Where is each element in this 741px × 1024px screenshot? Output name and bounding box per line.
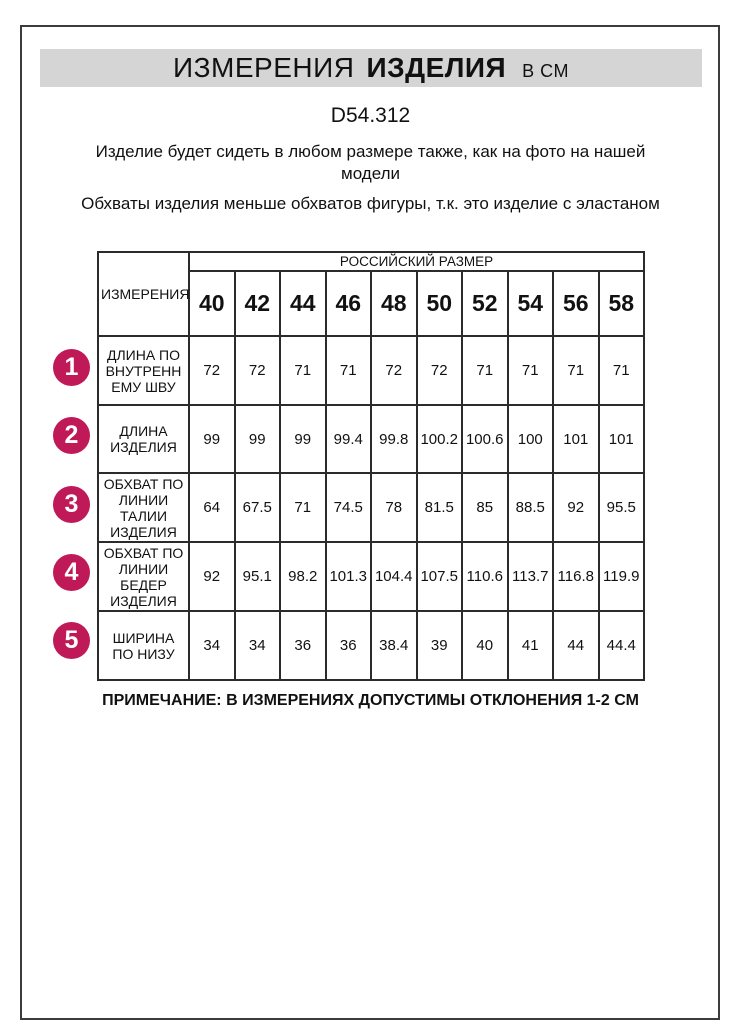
size-header-52: 52	[462, 271, 508, 336]
cell-value: 99	[235, 405, 281, 473]
row-number-badge-4: 4	[53, 554, 90, 591]
cell-value: 98.2	[280, 542, 326, 611]
cell-value: 71	[326, 336, 372, 405]
intro-paragraph-fit: Изделие будет сидеть в любом размере также, как на фото на нашей модели	[95, 142, 646, 183]
cell-value: 71	[508, 336, 554, 405]
cell-value: 64	[189, 473, 235, 542]
size-header-54: 54	[508, 271, 554, 336]
cell-value: 44	[553, 611, 599, 680]
size-header-40: 40	[189, 271, 235, 336]
row-label: ДЛИНА ИЗДЕЛИЯ	[98, 405, 189, 473]
row-number-badge-3: 3	[53, 486, 90, 523]
size-header-48: 48	[371, 271, 417, 336]
cell-value: 81.5	[417, 473, 463, 542]
cell-value: 99	[280, 405, 326, 473]
row-number-badge-1: 1	[53, 349, 90, 386]
cell-value: 34	[189, 611, 235, 680]
cell-value: 34	[235, 611, 281, 680]
table-row-hip-girth	[98, 542, 644, 611]
deviation-note: ПРИМЕЧАНИЕ: В ИЗМЕРЕНИЯХ ДОПУСТИМЫ ОТКЛОНЕНИЯ 1-2 СМ	[102, 692, 639, 709]
cell-value: 78	[371, 473, 417, 542]
cell-value: 104.4	[371, 542, 417, 611]
cell-value: 95.1	[235, 542, 281, 611]
row-number-badge-2: 2	[53, 417, 90, 454]
row-label: ШИРИНА ПО НИЗУ	[98, 611, 189, 680]
cell-value: 113.7	[508, 542, 554, 611]
cell-value: 40	[462, 611, 508, 680]
cell-value: 100.6	[462, 405, 508, 473]
size-header-50: 50	[417, 271, 463, 336]
cell-value: 95.5	[599, 473, 645, 542]
size-header-58: 58	[599, 271, 645, 336]
cell-value: 71	[553, 336, 599, 405]
cell-value: 36	[280, 611, 326, 680]
cell-value: 74.5	[326, 473, 372, 542]
table-row-item-length	[98, 405, 644, 473]
size-header-44: 44	[280, 271, 326, 336]
cell-value: 85	[462, 473, 508, 542]
cell-value: 107.5	[417, 542, 463, 611]
cell-value: 72	[417, 336, 463, 405]
size-header-46: 46	[326, 271, 372, 336]
cell-value: 71	[280, 473, 326, 542]
row-number-badge-5: 5	[53, 622, 90, 659]
cell-value: 38.4	[371, 611, 417, 680]
table-row-inseam-length	[98, 336, 644, 405]
row-label: ДЛИНА ПО ВНУТРЕННЕМУ ШВУ	[98, 336, 189, 405]
cell-value: 72	[235, 336, 281, 405]
cell-value: 41	[508, 611, 554, 680]
cell-value: 101	[599, 405, 645, 473]
cell-value: 101.3	[326, 542, 372, 611]
page-title: ИЗМЕРЕНИЯ	[173, 52, 355, 83]
cell-value: 119.9	[599, 542, 645, 611]
cell-value: 92	[189, 542, 235, 611]
cell-value: 88.5	[508, 473, 554, 542]
title-bar	[40, 49, 702, 87]
table-row-bottom-width	[98, 611, 644, 680]
cell-value: 44.4	[599, 611, 645, 680]
group-header-cell: РОССИЙСКИЙ РАЗМЕР	[189, 252, 644, 271]
corner-header-cell: ИЗМЕРЕНИЯ	[98, 252, 189, 336]
table-row-waist-girth	[98, 473, 644, 542]
cell-value: 67.5	[235, 473, 281, 542]
cell-value: 92	[553, 473, 599, 542]
cell-value: 99.4	[326, 405, 372, 473]
product-code: D54.312	[330, 104, 411, 127]
cell-value: 71	[462, 336, 508, 405]
cell-value: 36	[326, 611, 372, 680]
row-label: ОБХВАТ ПО ЛИНИИ ТАЛИИ ИЗДЕЛИЯ	[98, 473, 189, 542]
measurements-table	[97, 251, 645, 681]
cell-value: 71	[280, 336, 326, 405]
group-header-row	[98, 252, 644, 271]
cell-value: 71	[599, 336, 645, 405]
cell-value: 100	[508, 405, 554, 473]
cell-value: 39	[417, 611, 463, 680]
cell-value: 72	[189, 336, 235, 405]
cell-value: 99	[189, 405, 235, 473]
cell-value: 116.8	[553, 542, 599, 611]
size-header-56: 56	[553, 271, 599, 336]
cell-value: 100.2	[417, 405, 463, 473]
cell-value: 101	[553, 405, 599, 473]
cell-value: 99.8	[371, 405, 417, 473]
size-header-42: 42	[235, 271, 281, 336]
cell-value: 72	[371, 336, 417, 405]
page-title-unit: В СМ	[522, 61, 569, 81]
intro-paragraph-elastane: Обхваты изделия меньше обхватов фигуры, т.к. это изделие с эластаном	[81, 194, 660, 213]
page-title-strong: ИЗДЕЛИЯ	[366, 52, 507, 83]
cell-value: 110.6	[462, 542, 508, 611]
row-label: ОБХВАТ ПО ЛИНИИ БЕДЕР ИЗДЕЛИЯ	[98, 542, 189, 611]
